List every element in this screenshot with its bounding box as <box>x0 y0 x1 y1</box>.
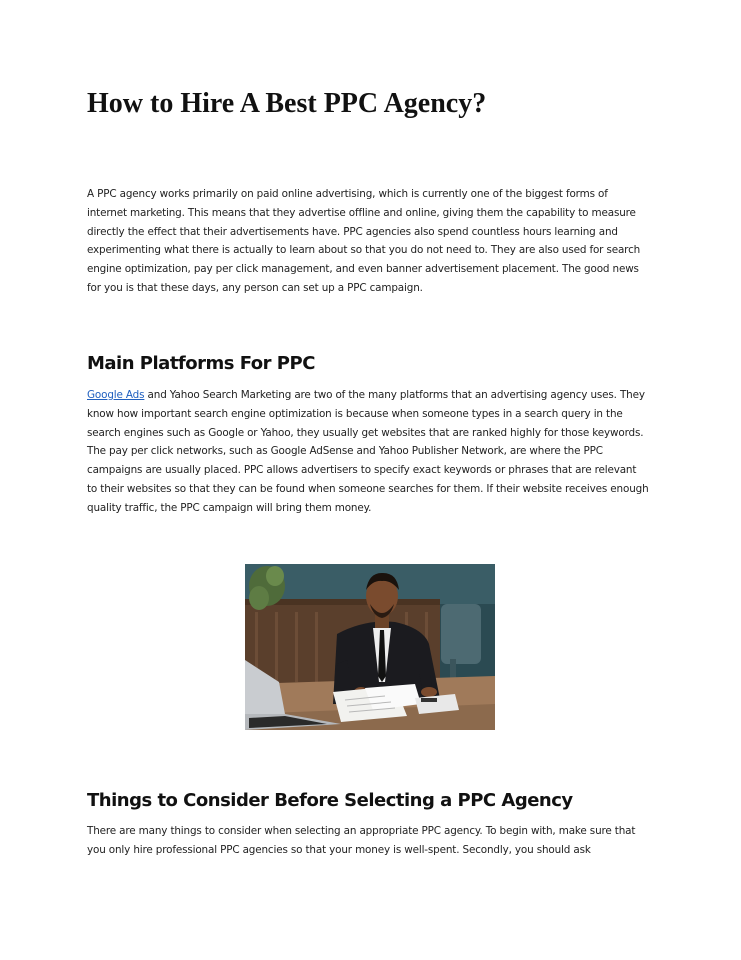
main-platforms-paragraph <box>87 386 649 518</box>
section-heading-main-platforms: Main Platforms For PPC <box>87 353 315 374</box>
document-title: How to Hire A Best PPC Agency? <box>87 88 487 119</box>
google-ads-link[interactable]: Google Ads <box>87 389 145 401</box>
businessman-at-desk-photo <box>245 564 495 730</box>
things-to-consider-paragraph: There are many things to consider when selecting an appropriate PPC agency. To begin with, make sure that you only hire professional PPC agencies so that your money is well-spent. Secondly, you should ask <box>87 825 636 856</box>
section-heading-things-to-consider: Things to Consider Before Selecting a PPC Agency <box>87 790 573 811</box>
intro-paragraph: A PPC agency works primarily on paid online advertising, which is currently one of the biggest forms of internet marketing. This means that they advertise offline and online, giving them the capability to measure directly the effect that their advertisements have. PPC agencies also spend countless hours learning and experimenting what there is actually to learn about so that you do not need to. They are also used for search engine optimization, pay per click management, and even banner advertisement placement. The good news for you is that these days, any person can set up a PPC campaign. <box>87 188 641 294</box>
main-platforms-paragraph-text: and Yahoo Search Marketing are two of the many platforms that an advertising agency uses. They know how important search engine optimization is because when someone types in a search query in the search engines such as Google or Yahoo, they usually get websites that are ranked highly for those keywords. The pay per click networks, such as Google AdSense and Yahoo Publisher Network, are where the PPC campaigns are usually placed. PPC allows advertisers to specify exact keywords or phrases that are relevant to their websites so that they can be found when someone searches for them. If their website receives enough quality traffic, the PPC campaign will bring them money. <box>87 389 649 514</box>
